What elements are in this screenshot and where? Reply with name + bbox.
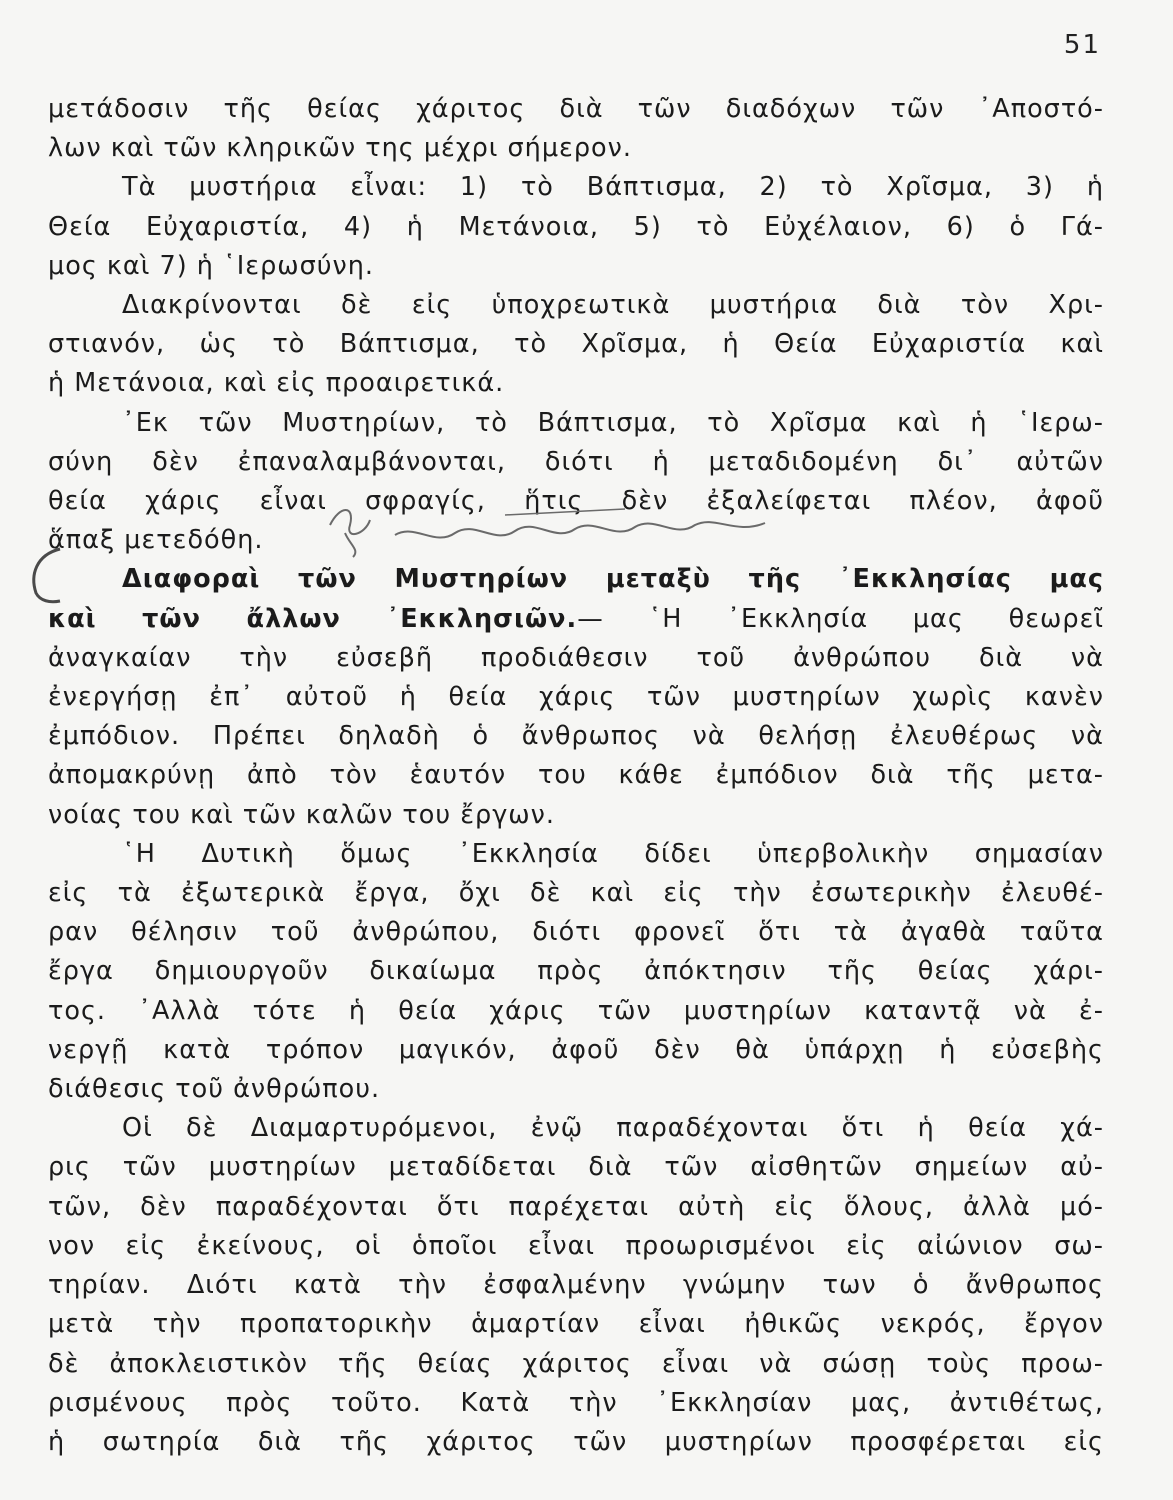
text-line: μετάδοσιν τῆς θείας χάριτος διὰ τῶν διαδόχων τῶν ᾿Αποστό- (48, 94, 1104, 124)
text-line: στιανόν, ὡς τὸ Βάπτισμα, τὸ Χρῖσμα, ἡ Θεία Εὐχαριστία καὶ (48, 329, 1104, 360)
text-line: ἅπαξ μετεδόθη. (48, 525, 264, 556)
text-line-rest: — ῾Η ᾿Εκκλησία μας θεωρεῖ (577, 603, 1104, 634)
text-line: σύνη δὲν ἐπαναλαμβάνονται, διότι ἡ μεταδιδομένη δι᾿ αὐτῶν (48, 446, 1104, 477)
text-line: δὲ ἀποκλειστικὸν τῆς θείας χάριτος εἶναι νὰ σώσῃ τοὺς προω- (48, 1348, 1104, 1379)
text-line: ἐνεργήσῃ ἐπ᾿ αὐτοῦ ἡ θεία χάρις τῶν μυστηρίων χωρὶς κανὲν (48, 682, 1104, 713)
text-line: Διακρίνονται δὲ εἰς ὑποχρεωτικὰ μυστήρια διὰ τὸν Χρι- (122, 290, 1104, 321)
text-line: διάθεσις τοῦ ἀνθρώπου. (48, 1074, 381, 1105)
text-line: νον εἰς ἐκείνους, οἱ ὁποῖοι εἶναι προωρισμένοι εἰς αἰώνιον σω- (48, 1230, 1104, 1261)
text-line: νεργῇ κατὰ τρόπον μαγικόν, ἀφοῦ δὲν θὰ ὑπάρχῃ ἡ εὐσεβὴς (48, 1034, 1104, 1065)
text-line: ἀπομακρύνῃ ἀπὸ τὸν ἑαυτόν του κάθε ἐμπόδιον διὰ τῆς μετα- (48, 760, 1104, 791)
text-line: Τὰ μυστήρια εἶναι: 1) τὸ Βάπτισμα, 2) τὸ Χρῖσμα, 3) ἡ (122, 172, 1104, 203)
text-line: μος καὶ 7) ἡ ῾Ιερωσύνη. (48, 250, 375, 281)
text-line: ἡ Μετάνοια, καὶ εἰς προαιρετικά. (48, 368, 505, 399)
text-line: ἡ σωτηρία διὰ τῆς χάριτος τῶν μυστηρίων προσφέρεται εἰς (48, 1426, 1104, 1457)
text-line: τῶν, δὲν παραδέχονται ὅτι παρέχεται αὐτὴ εἰς ὅλους, ἀλλὰ μό- (48, 1191, 1104, 1222)
text-line: νοίας του καὶ τῶν καλῶν του ἔργων. (48, 799, 556, 830)
text-line: ῾Η Δυτικὴ ὅμως ᾿Εκκλησία δίδει ὑπερβολικὴν σημασίαν (122, 838, 1104, 869)
text-line: εἰς τὰ ἐξωτερικὰ ἔργα, ὄχι δὲ καὶ εἰς τὴν ἐσωτερικὴν ἐλευθέ- (48, 878, 1104, 909)
text-line: τηρίαν. Διότι κατὰ τὴν ἐσφαλμένην γνώμην των ὁ ἄνθρωπος (48, 1270, 1104, 1301)
text-line: ἔργα δημιουργοῦν δικαίωμα πρὸς ἀπόκτησιν τῆς θείας χάρι- (48, 956, 1104, 987)
text-line: θεία χάρις εἶναι σφραγίς, ἥτις δὲν ἐξαλείφεται πλέον, ἀφοῦ (48, 486, 1104, 517)
text-line: ἐμπόδιον. Πρέπει δηλαδὴ ὁ ἄνθρωπος νὰ θελήσῃ ἐλευθέρως νὰ (48, 721, 1104, 752)
text-line: ᾿Εκ τῶν Μυστηρίων, τὸ Βάπτισμα, τὸ Χρῖσμα καὶ ἡ ῾Ιερω- (122, 407, 1104, 438)
section-heading-line: Διαφοραὶ τῶν Μυστηρίων μεταξὺ τῆς ᾿Εκκλησίας μας (122, 564, 1104, 595)
text-line: λων καὶ τῶν κληρικῶν της μέχρι σήμερον. (48, 133, 632, 164)
text-line: μετὰ τὴν προπατορικὴν ἁμαρτίαν εἶναι ἠθικῶς νεκρός, ἔργον (48, 1309, 1104, 1340)
text-line: ρις τῶν μυστηρίων μεταδίδεται διὰ τῶν αἰσθητῶν σημείων αὐ- (48, 1152, 1104, 1183)
section-heading-continuation: καὶ τῶν ἄλλων ᾿Εκκλησιῶν. (48, 603, 578, 634)
page-number: 51 (1063, 30, 1101, 60)
text-line: ρισμένους πρὸς τοῦτο. Κατὰ τὴν ᾿Εκκλησίαν μας, ἀντιθέτως, (48, 1387, 1104, 1418)
text-line: ραν θέλησιν τοῦ ἀνθρώπου, διότι φρονεῖ ὅτι τὰ ἀγαθὰ ταῦτα (48, 917, 1104, 948)
text-line: Οἱ δὲ Διαμαρτυρόμενοι, ἐνῷ παραδέχονται ὅτι ἡ θεία χά- (122, 1113, 1104, 1144)
text-line (48, 600, 1104, 639)
text-line: τος. ᾿Αλλὰ τότε ἡ θεία χάρις τῶν μυστηρίων καταντᾷ νὰ ἐ- (48, 995, 1104, 1026)
text-line: ἀναγκαίαν τὴν εὐσεβῆ προδιάθεσιν τοῦ ἀνθρώπου διὰ νὰ (48, 642, 1104, 673)
body-text (48, 90, 1104, 1462)
text-line: Θεία Εὐχαριστία, 4) ἡ Μετάνοια, 5) τὸ Εὐχέλαιον, 6) ὁ Γά- (48, 211, 1104, 242)
